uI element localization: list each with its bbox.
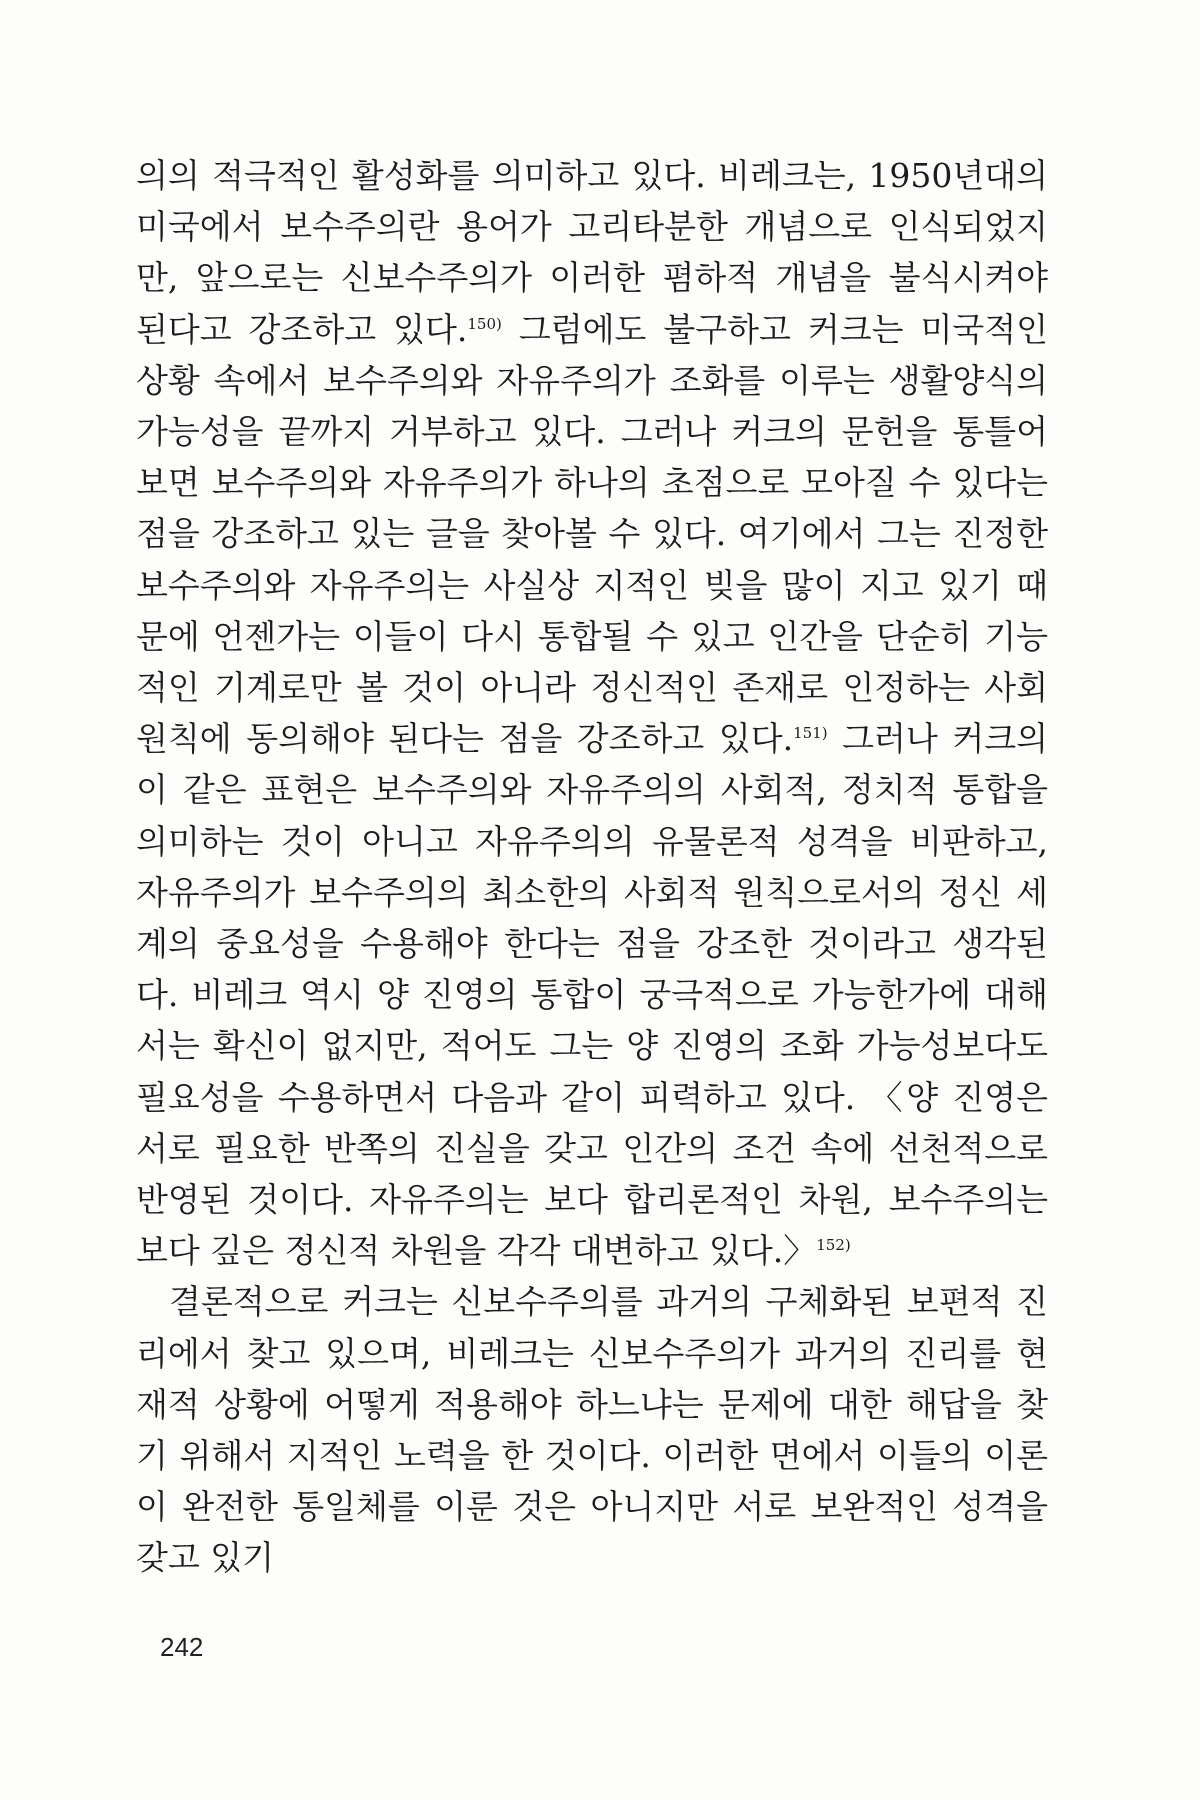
footnote-ref-152: 152) xyxy=(816,1236,851,1255)
body-text xyxy=(136,150,1048,1584)
paragraph-1-text-2: 그럼에도 불구하고 커크는 미국적인 상황 속에서 보수주의와 자유주의가 조화를 이루는 생활양식의 가능성을 끝까지 거부하고 있다. 그러나 커크의 문헌을 통틀어 보면 보수주의와 자유주의가 하나의 초점으로 모아질 수 있다는 점을 강조하고 있는 글을 찾아볼 수 있다. 여기에서 그는 진정한 보수주의와 자유주의는 사실상 지적인 빚을 많이 지고 있기 때문에 언젠가는 이들이 다시 통합될 수 있고 인간을 단순히 기능적인 기계로만 볼 것이 아니라 정신적인 존재로 인정하는 사회 원칙에 동의해야 된다는 점을 강조하고 있다. xyxy=(136,309,1048,759)
footnote-ref-151: 151) xyxy=(793,724,828,743)
paragraph-1-text-1: 의의 적극적인 활성화를 의미하고 있다. 비레크는, 1950년대의 미국에서 보수주의란 용어가 고리타분한 개념으로 인식되었지만, 앞으로는 신보수주의가 이러한 폄하적 개념을 불식시켜야 된다고 강조하고 있다. xyxy=(136,156,1048,349)
page-number: 242 xyxy=(160,1632,204,1662)
paragraph-2 xyxy=(136,1276,1048,1583)
paragraph-1 xyxy=(136,150,1048,1276)
paragraph-2-text-1: 결론적으로 커크는 신보수주의를 과거의 구체화된 보편적 진리에서 찾고 있으며, 비레크는 신보수주의가 과거의 진리를 현재적 상황에 어떻게 적용해야 하느냐는 문제에 대한 해답을 찾기 위해서 지적인 노력을 한 것이다. 이러한 면에서 이들의 이론이 완전한 통일체를 이룬 것은 아니지만 서로 보완적인 성격을 갖고 있기 xyxy=(136,1282,1048,1578)
footnote-ref-150: 150) xyxy=(467,314,502,333)
paragraph-1-text-3: 그러나 커크의 이 같은 표현은 보수주의와 자유주의의 사회적, 정치적 통합을 의미하는 것이 아니고 자유주의의 유물론적 성격을 비판하고, 자유주의가 보수주의의 최소한의 사회적 원칙으로서의 정신 세계의 중요성을 수용해야 한다는 점을 강조한 것이라고 생각된다. 비레크 역시 양 진영의 통합이 궁극적으로 가능한가에 대해서는 확신이 없지만, 적어도 그는 양 진영의 조화 가능성보다도 필요성을 수용하면서 다음과 같이 피력하고 있다. 〈양 진영은 서로 필요한 반쪽의 진실을 갖고 인간의 조건 속에 선천적으로 반영된 것이다. 자유주의는 보다 합리론적인 차원, 보수주의는 보다 깊은 정신적 차원을 각각 대변하고 있다.〉 xyxy=(136,719,1049,1271)
